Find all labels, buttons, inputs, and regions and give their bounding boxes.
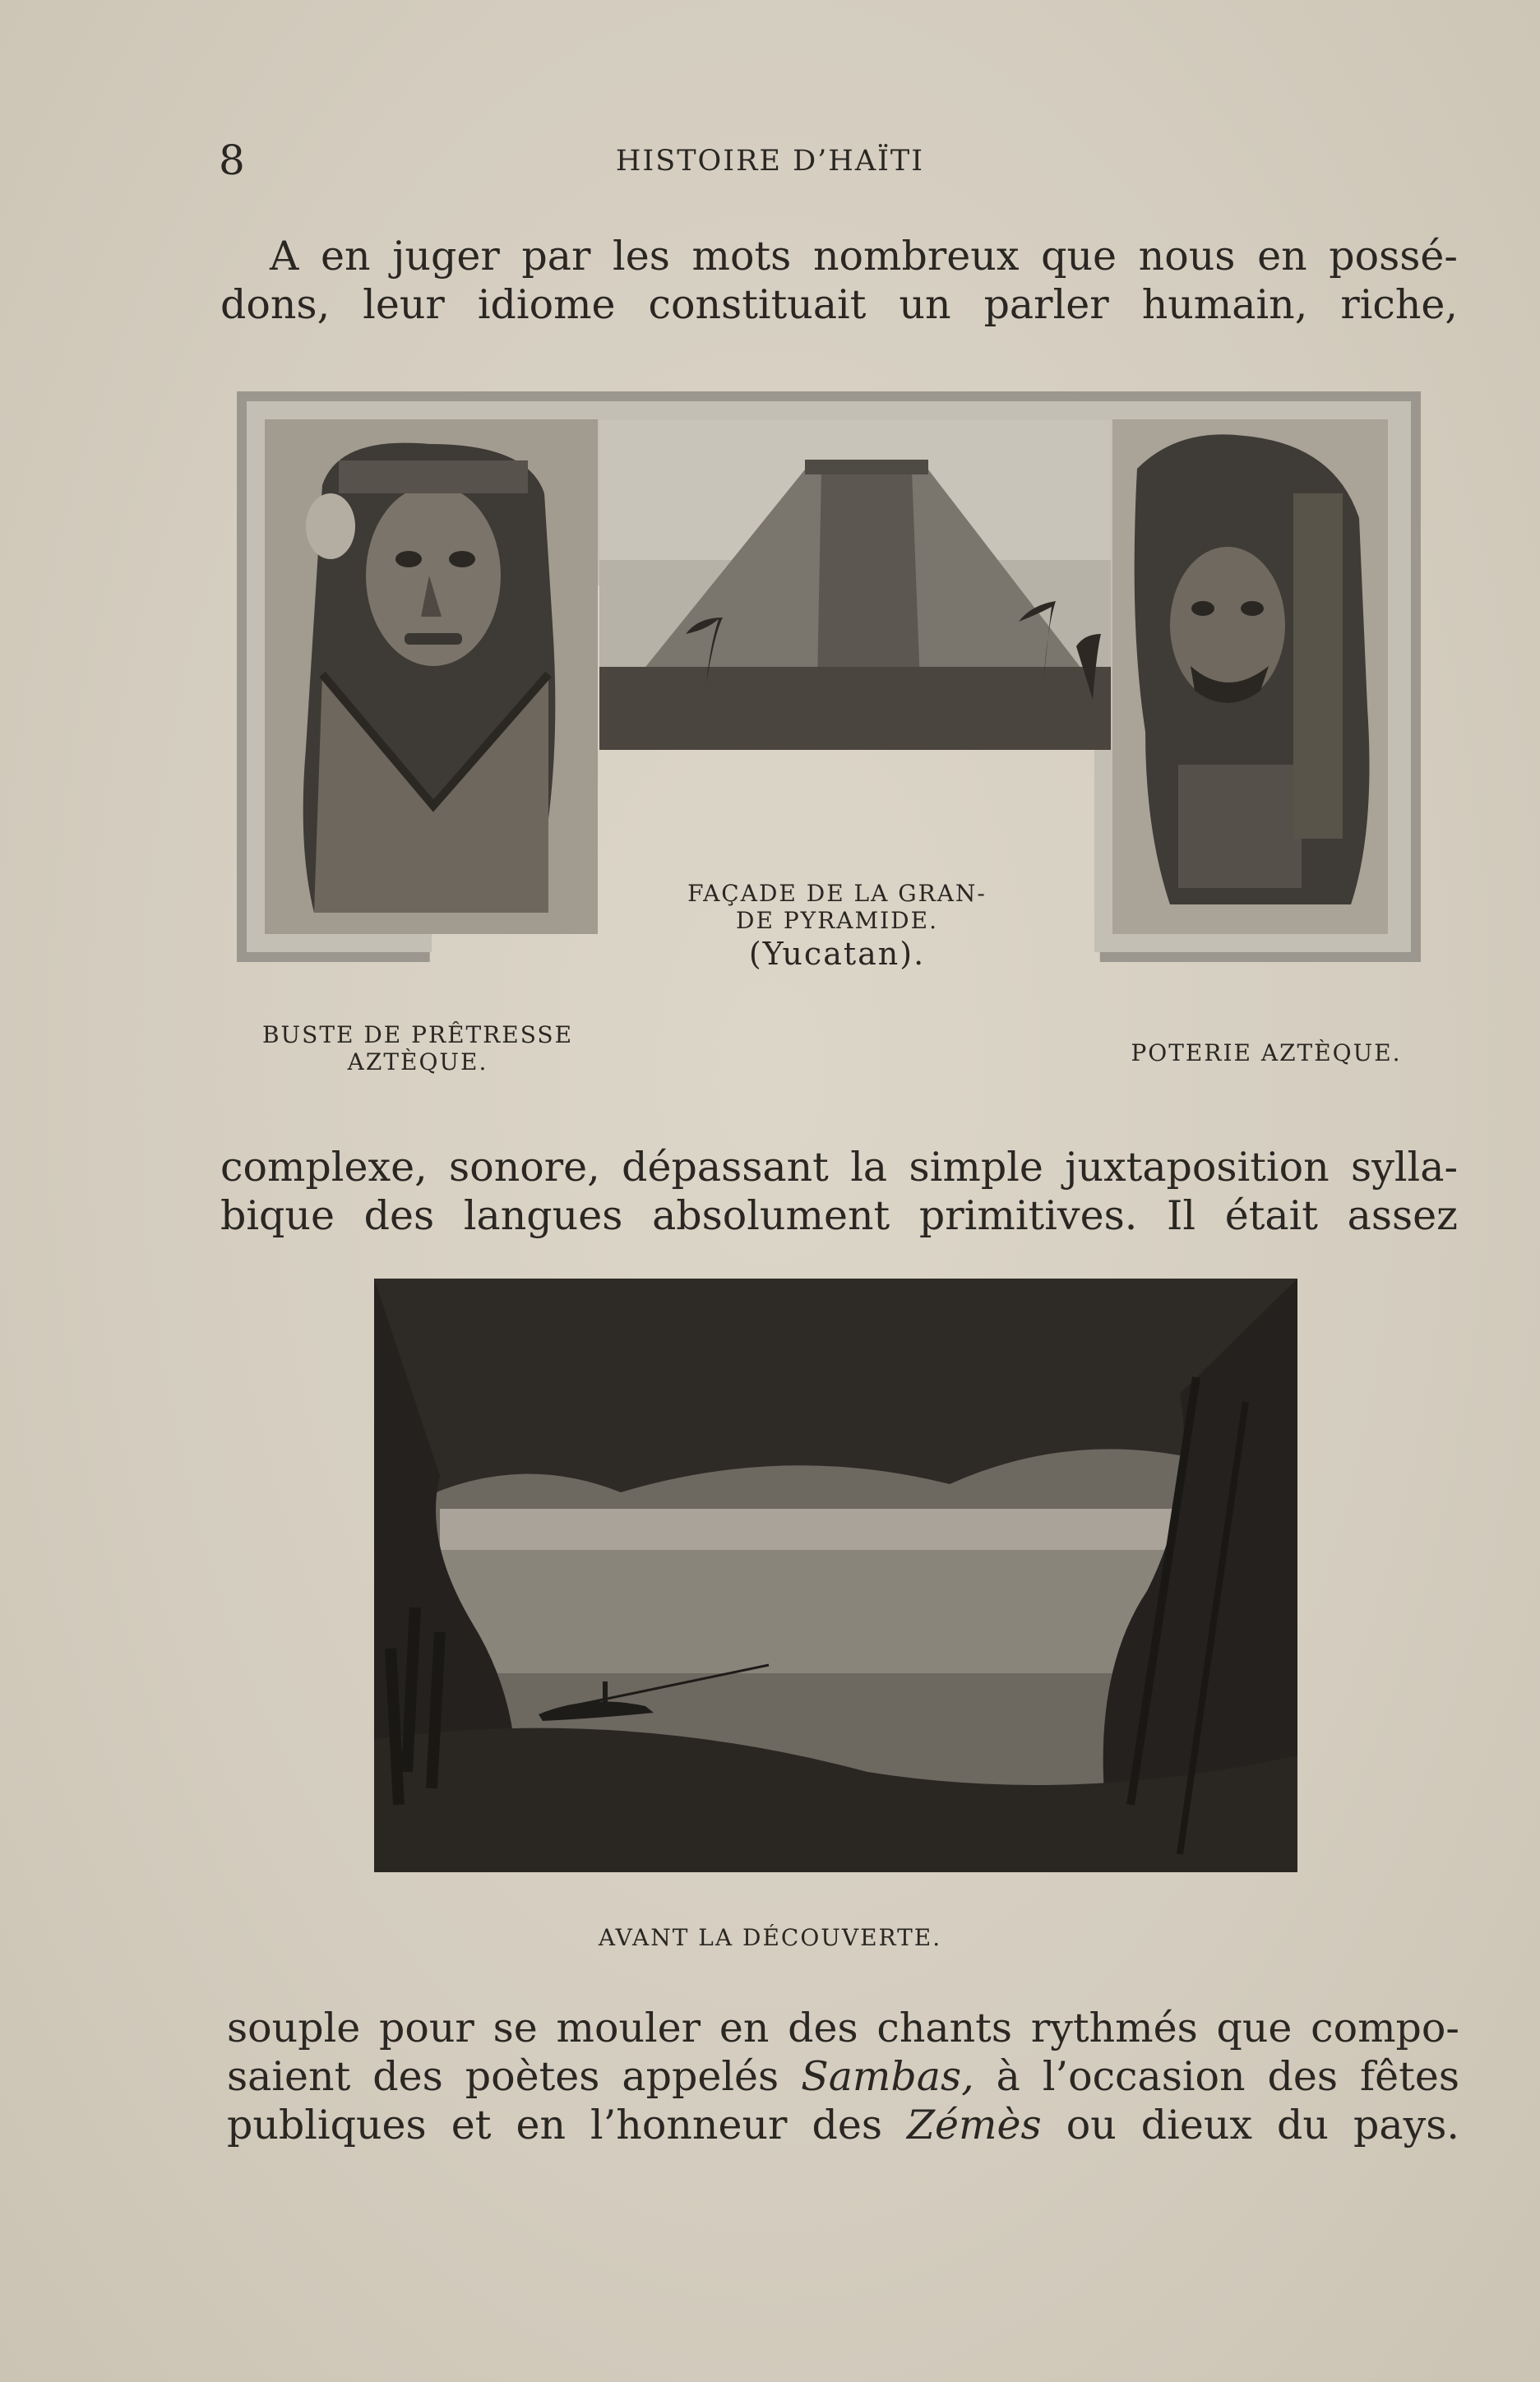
aztec-pottery-image <box>1112 419 1388 934</box>
page-number: 8 <box>219 136 245 184</box>
paragraph-line: souple pour se mouler en des chants rythmés que compo- <box>227 2005 1459 2051</box>
text-run: publiques et en l’honneur des <box>227 2102 908 2148</box>
pyramid-caption <box>638 880 1036 972</box>
text-run: à l’occasion des fêtes <box>973 2053 1459 2100</box>
italic-term: Sambas, <box>801 2053 974 2100</box>
paragraph-line: bique des langues absolument primitives. Il était assez <box>220 1192 1458 1239</box>
caption-line: (Yucatan). <box>748 936 926 972</box>
paragraph-line <box>227 2052 1459 2101</box>
paragraph-line: dons, leur idiome constituait un parler humain, riche, <box>220 281 1458 328</box>
italic-term: Zémès <box>907 2102 1042 2148</box>
priestess-bust-image <box>265 419 598 934</box>
text-run: ou dieux du pays. <box>1041 2102 1459 2148</box>
landscape-engraving-image <box>374 1279 1297 1872</box>
paragraph-line: complexe, sonore, dépassant la simple juxtaposition sylla- <box>220 1144 1458 1191</box>
paragraph-1 <box>220 232 1458 329</box>
pyramid-image <box>599 420 1111 750</box>
paragraph-line: A en juger par les mots nombreux que nous en possé- <box>270 233 1458 280</box>
landscape-caption: AVANT LA DÉCOUVERTE. <box>598 1924 942 1951</box>
paragraph-3 <box>227 2004 1459 2149</box>
running-head: HISTOIRE D’HAÏTI <box>615 145 925 178</box>
caption-line: DE PYRAMIDE. <box>736 907 938 934</box>
paragraph-2 <box>220 1143 1458 1240</box>
caption-line: FAÇADE DE LA GRAN- <box>687 880 987 907</box>
caption-line: AZTÈQUE. <box>347 1048 488 1075</box>
paragraph-line <box>227 2101 1459 2149</box>
bust-caption <box>220 1021 615 1075</box>
pottery-caption: POTERIE AZTÈQUE. <box>1131 1039 1402 1066</box>
text-run: saient des poètes appelés <box>227 2053 802 2100</box>
caption-line: BUSTE DE PRÊTRESSE <box>261 1021 574 1048</box>
